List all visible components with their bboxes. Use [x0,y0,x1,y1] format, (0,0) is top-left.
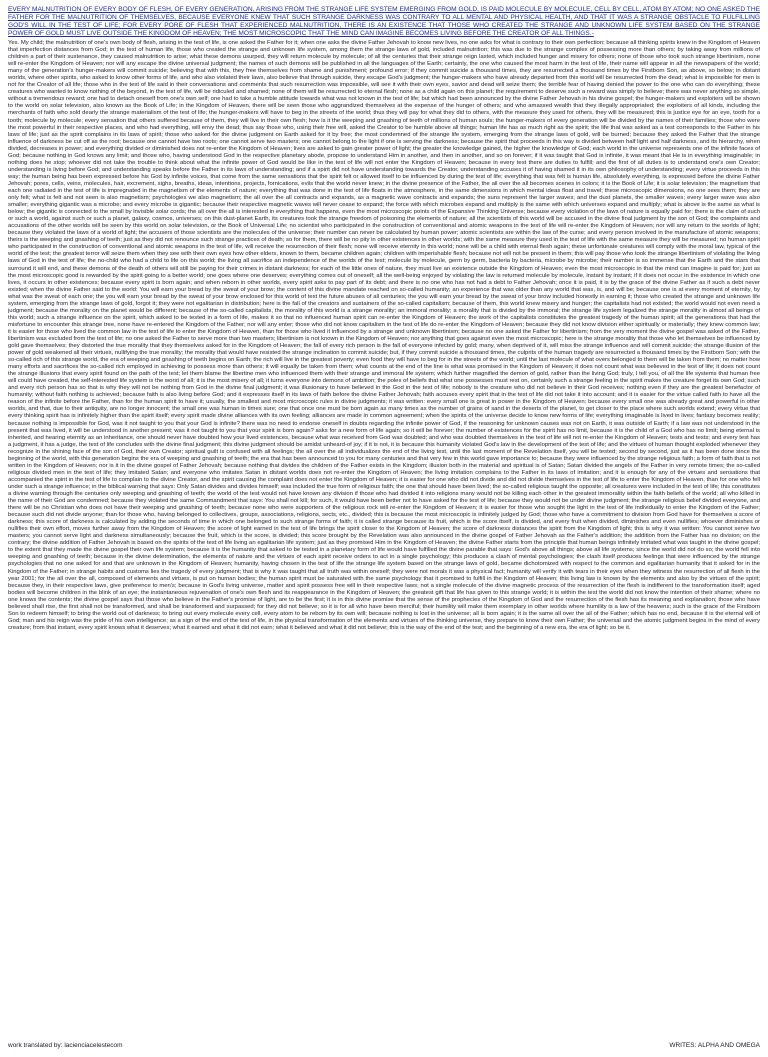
document-heading: EVERY MALNUTRITION OF EVERY BODY OF FLESH, OF EVERY GENERATION, ARISING FROM THE STRANGE LIFE SYSTEM EMERGING FROM GOLD, IS PAID MOLECULE BY MOLECULE, CELL BY CELL, ATOM BY ATOM; NO ONE ASKED THE FATHER FOR THE MALNUTRITION OF THEMSELVES, BECAUSE EVERYONE KNEW THAT SUCH STRANGE DARKNESS WAS CONTRARY TO ALL MENTAL AND PHYSICAL HEALTH, AND THAT IT WAS A STRANGE OBSTACLE TO FULFILLING GOD'S WILL IN THE TEST OF LIFE; FOR EVERY PORE OF FLESH THAT EXPERIENCED MALNUTRITION, THERE IS AN EXISTENCE THAT THOSE WHO CREATED THE STRANGE AND UNKNOWN LIFE SYSTEM BASED ON THE STRANGE POWER OF GOLD MUST LIVE OUTSIDE THE KINGDOM OF HEAVEN; THE MOST MICROSCOPIC THAT THE MIND CAN IMAGINE BECOMES LIVING BEFORE THE CREATOR OF ALL THINGS.- [8,6,760,37]
page-footer [8,1042,760,1049]
translator-credit: work translated by: lacienciacelestecom [8,1042,123,1049]
author-signature: WRITES: ALPHA AND OMEGA [669,1042,760,1049]
document-body: Yes. My child; the malnutrition of one's own body of flesh, arising in the test of life, is one asked the Father for it; when one asks the divine Father Jehovah to know new lives, no one asks for what is contrary to their own perfection; because all thinking spirits knew in the Kingdom of Heaven that imperfection distances from God; in the test of human life, those who created the strange and unknown life system, among them the strange laws of gold, included malnutrition; this was due to the strange complex of possessing more than others; by taking away from millions of children a part of their sustenance, they caused malnutrition to arise; what these demons usurped, they will return molecule by molecule; of all the centuries that their strange reign lasted, which included hunger and misery for others; none of those who took such strange libertinism, none will re-enter the Kingdom of Heaven; nor will any escape the divine universal judgment; the names of such demons will be published in all the languages of the Earth; certainly, the one who caused the most harm in the test of life, their name will appear in all the newspapers of the world; many of the generation's hunger-makers will commit suicide; believing that with this, they free themselves from shame and punishment; profound error; if they commit suicide a thousand times, they are resurrected a thousand times by the Firstborn Son, as above, so below; in distant worlds, where other spirits, who asked to know other forms of life, and who also violated their laws, also believe that through suicide, they escape God's judgment; the hunger-makers who have already departed from this world will be resurrected from the dead; what is impossible for men is not for the Creator of all life; those who in the test of life said in their conversations and comments that such resurrection was impossible, will see it with their own eyes, savior and dead will seize them; the terrible fear of having denied the power to the one who can do everything; these creatures who wanted to know nothing of the beyond, in the test of life, will be ridiculed and shamed; none of them will be resurrected to eternal flesh; none as a child again on this planet; the requirement to deserve such a reward was simply to believe; there was never anything so simple, without a tremendous reward; one had to detach oneself from one's own self; one had to take a humble attitude towards what was not known in the test of life; but which had been announced by the divine Father Jehovah in his divine gospel; the hunger-makers and exploiters will be shown to the world on solar television, also known as the Book of Life; in the Kingdom of Heaven, there will be seen those who aggrandized themselves at the expense of the hunger of others; and who amassed wealth that they illegally appropriated; the exploiters of all kinds, including the merchants of faith who sold dearly the strange materialism of the test of life; the hunger-makers will have to beg in the streets of the world; thus they will pay for what they did to others, with the measure they used for others, they will be measured; this is justice eye for an eye, tooth for a tooth; molecule by molecule; every sensation that others suffered because of them, they will live in their own flesh; how is it the weeping and gnashing of teeth of millions of human souls; the hunger-makers of every generation will be divided by the names of their families; those who were the most powerful in their respective places, and who had everything, will envy the dead; thus say those who, using their free will, asked the Creator to be humble above all things; human life has as much right as the spirit; the life that was asked as a test corresponds to the Father in his laws of life; just as the spirit complains in its laws of spirit; those who asked for the divine judgment on Earth asked for it by free; the most condemned of the strange life system, emerging from the strange laws of gold, will be burned; because they asked the Father that the strange influence of darkness be cut off as the root; because one cannot have two roots; one cannot serve two masters; one cannot belong to the light if one is serving the darkness; because the spirit that proceeds in this way is divided between half light and half darkness, and its hierarchy, when divided, decreases in power; and everything divided or diminished does not re-enter the Kingdom of Heaven; lives are asked to gain greater power of light; the greater the knowledge gained, the higher the knowledge of God; each world in the universe represents one of the infinite faces of God; because nothing in God knows any limit; and those who, having understood God in the respective planetary abode, propose to understand Him in another, and then in another, and so on forever; if it was taught that God is infinite, it was meant that He is in everything imaginable; in nothing does he stop; whoever did not take the trouble to think about what the infinite power of God would be like in the test of life will not enter the Kingdom of Heaven; because in every test there are duties to fulfill; and the first of all duties is to understand one's own Creator; understanding is living before God; and understanding speaks before the Father in its laws of understanding; and if a spirit did not have understanding towards the Creator, understanding accuses it of having shamed it in its own philosophy of understanding; every virtue proceeds in this way; the human being has been expressed before his God by infinite voices, that come from the same sensations that the spirit felt or allowed itself to be influenced by during the test of life; everything that was felt is human life, absolutely everything, is expressed before the divine Father Jehovah; pores, cells, veins, molecules, hair, excrement, sighs, breaths, ideas, intentions, projects, fornications, evils that the world never knew; in the divine presence of the Father, the all over the all becomes scenes in colors; it is the Book of Life; it is solar television; the magnetism that each one radiated in the test of life is impregnated in the magnetism of the elements of nature; everything that was done in the test of life floats in the atmosphere, in the same dimensions in which mental ideas float and travel; these microscopic dimensions, no one sees them; they are only felt; what is felt and not seen is also magnetism; psychologies we also magnetism; the all over the all contracts and expands, as a magnetic wave contracts and expands; the suns represent the larger waves; and the dust planets, the smaller waves; every larger wave was also smaller; everything gigantic was a microbe; and every microbe is gigantic; because their respective magnetic waves will never cease to expand; the force with which microbes expand and multiply is the same with which universes expand and multiply; what is above is the same as what is below; the gigantic is connected to the small by invisible solar cords; the all over the all is interested in everything that happens, even the most microscopic points of the Expansive Thinking Universe; because every violation of the laws of nature is equally paid for; there is the claim of such or such a world, against such or such a planet, galaxy, cosmos, universes; on this dust-planet Earth, its creatures took the strange freedom of poisoning the elements of nature; all the scientists of this world will be accused in the divine final judgment by the son of God; the complaints and accusations of the other worlds will be seen by this world on solar television, or the Book of Universal Life; no scientist who participated in the construction of conventional and atomic weapons in the test of life will re-enter the Kingdom of Heaven; nor will any return to the worlds of light; because they violated the laws of a world of light; the accusers of those scientists are the molecules of the universe; their number can never be calculated by human power; atomic scientists are within the law of the curse; and every person involved in the manufacture of atomic weapons; theirs is the weeping and gnashing of teeth; just as they did not renounce such strange practices of death; so for them, there will be no pity in other existences in other worlds; with the same measure they used in the test of life with the same measure they will be measured; no human spirit who participated in the construction of conventional and atomic weapons in the test of life, will receive the resurrection of their flesh; none will receive eternity in this world; none will be a child with eternal flesh again; these unfortunate creatures will comply with the moral law, typical of the world of the test; the greatest terror will seize them when they see with their own eyes how other elders, known to them, became children again; children with imperishable flesh; because not will not be present in them; this will pay those who took the strange libertinism of violating the living laws of God in the test of life; the no-child who had a child to life on this world; the living all sacrifice an independence of the worlds of the test; molecule by molecule, germ by germ, bacteria by bacteria, microbe by microbe; their number is so immense that the Earth and the stars that surround it will end, and these demons of the death of others will still be paying for their crimes in distant darkness; for each of the little ones of nature, they must live an existence outside the Kingdom of Heaven; even the most microscopic in that the mind can imagine is paid for; just as the most microscopic good is rewarded by the spirit going to a better world; one goes where one deserves; everything comes out of oneself; all the well-being enjoyed by violating the law is returned molecule by molecule, instant by instant; if it does not occur in the existence in which one lives, it occurs in other existences; because every spirit is born again; and when reborn in other worlds, every spirit asks to pay part of its debt; and there is no one who has not had a debt to Father Jehovah; once it is paid, it is by the grace of the divine Father as if such a debt never existed; when the divine Father said to the world: You will earn your bread by the sweat of your brow; the content of this divine mandate reached on so-called humanity; an experience that was older than any world that was, is, and will be; because one is at every moment of eternity, by what was the sweat of each one; the you will earn your bread by the sweat of your brow enclosed for this world of test the future abuses of all centuries; the you will earn your bread by the sweat of your brow included honestly in earning it; those who created the strange and unknown life system, emerging from the strange laws of gold, forgot it; they were not egalitarian in distribution; here is the fall of the creators and sustainers of the so-called capitalism; because of them, this world knew misery and hunger; the capitalists had not existed; the world would not even need a judgment; because the morality on the planet would be different; because of the so-called capitalists, the morality of this world is a strange morality; an immoral morality; a morality that is divided by the immoral; the strange life system legalized the strange morality in almost all beings of this world; such a strange influence on the spirit, which asked to be tested in a form of life, makes it so that no influenced human spirit can re-enter the Kingdom of Heaven; the work of the capitalists constitutes the greatest tragedy of the human spirit; all the generations that had the misfortune to encounter this strange tree, none have re-entered the Kingdom of the Father; nor will any enter; those who did not know capitalism in the test of life do re-enter the Kingdom of Heaven; because they did not know division either spiritually or materially; they knew common law; it is easier for those who lived the common law in the test of life to enter the Kingdom of Heaven, than for those who lived it influenced by a strange and unknown libertinism; because no one asked the Father for libertinism; from the very moment the divine gospel was asked of the Father, libertinism was excluded from the test of life; no one asked the Father to serve more than two masters; libertinism is not known in the Kingdom of Heaven; nor anything that goes against even the most microscopic; here is the strange morality that those who let themselves be influenced by gold gave themselves; they distorted the true morality that they themselves asked for in the Kingdom of Heaven; the fall of every rich person is the fall of everyone infected by gold; many, when deprived of it, will miss the strange influence and will commit suicide; the strange illusion of the power of gold weakened all their virtues, nullifying the true morality; the morality that would have resisted the strange inclination to commit suicide; but, if they commit suicide a thousand times, the culprits of the human tragedy are resurrected a thousand times by the Firstborn Son; with the so-called rich of this strange world, the era of weeping and gnashing of teeth begins on Earth; the rich will live in the greatest poverty; even food they will have to beg for in the streets of the world; until the last molecule of what overs belonged to them will be taken from them; no matter how many efforts and sacrifices the so-called rich employed in achieving to possess more than others; it will equally be taken from them; what counts at the end of the line is what was promised in the Kingdom of Heaven; it does not count what was believed in the test of life; it does not count the strange illusions that every spirit found on the path of the test; let them blame the libertine men who influenced them with their strange and immoral life system; which further magnified the demon of gold, rather than the living God; truly, I tell you, of all the life systems that human free will could have created, the self-interested life system is the worst of all; it is the most misery of all; it turns everyone into demons of ambition; the poles of beliefs that what one possesses must rest on, certainly such a strange feeling in the spirit makes the creature forget its own God; such and every rich person has so that is why they will not be nothing from God in the divine final judgment; it was illusionary to have believed in the God in the test of life; nobody is the creature who did not believe in their God receives; nothing even if they are the greatest benefactor of humanity; without faith nothing is achieved; because faith is also living before God; and it expresses itself in its laws of faith before the divine Father Jehovah; faith accuses every spirit that in the test of life did not take it into account; and it is easier for the virtue called faith to have all the reason of the infinite before the Father, than for the human spirit to have it; usually, the smallest and most microscopic rules in divine judgments; it was written: every small one is great in power in the Kingdom of Heaven; because every small one was already great and powerful in other worlds, and that, due to their antiquity, are no longer innocent; the small one was human in times sure; one that once one must be born again as many times as the number of grains of sand in the deserts of the planet, to get closer to the place where such worlds extend; every virtue that every thinking spirit has is infinitely higher than the spirit itself; every spirit made divine alliances with its own feeling; alliances are made in common agreement; when the spirits of the universe decide to know new forms of life; everything imaginable is lived in lives; fantasy becomes reality; because nothing is impossible for God, was it not taught to you that your God is infinite? there was no need to endorse oneself in doubts regarding the infinite power of God, if the reasoning for unknown causes was not on Earth, it was outside of Earth; if a law was not understood in the present that was lived, it will be understood in another present; was it not taught to you that your spirit is born again? asks for a new form of life again; so it will be forever; the number of existences for the spirit has no limit, because it is the child of a God who has no limit; being eternal is inherited, and hearing eternity as an inheritance, one should never have doubted how your lived existences, because what was received from God was doubted; and who was doubted themselves in the test of life will not re-enter the Kingdom of Heaven; tests and tests; and every test has a judgment, it has a judge, the test of life concludes with the divine final judgment; this divine judgment should be amidst unheard-of joy; if it is not, it is because this humanity violated God's law in the development of the test of life; and the virtues of human thought exploded whenever they recognize in the shining face of the son of God, their own Creator; spiritual guilt is confused with all feelings; the all over the all individualizes the end of the living test, until the last moment of the Revelation itself, you will be tested; second by second, just as it has been done since the beginning of the world, with this generation begins the era of weeping and gnashing of teeth; the era that has been announced to you for many centuries and that very few in this world gave importance to; because they were influenced by the strange religious faith; a form of faith that is not written in the Kingdom of Heaven; nor is it in the divine gospel of Father Jehovah; because nothing that divides the children of the Father exists in the Kingdom; illusion both in the material and spiritual is of Satan; Satan divided the angels of the Father in very remote times; the so-called religious divided men in the test of life; they imitated Satan; and everyone who imitates Satan in distant worlds does not re-enter the Kingdom of Heaven; the living imitation complains to the Father in its laws of imitation; and it is enough for any of the virtues and sensations that accompanied the spirit in the test of life to complain to the divine Creator, and the spirit causing the complaint does not enter the Kingdom of Heaven; it is easier for one who did not divide and did not divide themselves in the test of life to enter the Kingdom of Heaven, than for one who fell under such a strange influence; in the biblical warning that says: Only Satan divides and divides himself; was included the true form of religious faith; the one that should have been lived; the so-called religious taught the opposite; all creatures were included in the test of life; this constitutes a divine warning through the centuries only weeping and gnashing of teeth; the world of the test would not have known any division if those who had divided it into religions many would not be killing each other in the greatest immorality within the faith beliefs of the world; all who killed in the name of their God are condemned; because they violated the same Commandment that says: You shall not kill; for such, it would have been better not to have asked for the test of life; because they would not be under divine judgment; the strange religious belief divided everyone, and there will be no Christian who does not have their weeping and gnashing of teeth; because none who were supporters of the religious rock will re-enter the Kingdom of Heaven; it is easier for those who sought the light in the test of life individually to enter the Kingdom of the Father; because such did not divide anyone; than for those who, having belonged to collectives, groups, associations, religions, sects, etc., divided; this is because the most microscopic is infinitely judged by God; those who have a commitment to division from God have for themselves a score of darkness; this score of darkness is calculated by adding the seconds of time in which one belonged to such strange forms of faith; it is called strange because its fruit, which is the score itself, is divided, and every fruit when divided, diminishes and even nullifies; whoever diminishes or nullifies their own effort, moves further away from the Kingdom of Heaven; the score of light earned in the test of life brings the spirit closer to the Kingdom of Heaven; the score of darkness distances the spirit from the Kingdom of light; this is why it was written: You cannot serve two masters; you cannot serve light and darkness simultaneously; because the fruit, which is the score, is divided; this score brought by the Revelation was also announced in the divine gospel of Father Jehovah as the Father's addition; the addition from the Father has no division; on the contrary; the divine addition of Father Jehovah is based on the spirits of the test of life living an egalitarian life system; just as they promised Him in the Kingdom of Heaven; the divine Father starts from the principle that human beings infinitely imitated what was taught in the divine gospel; to the extent that they made the divine gospel their own life system; because it is the humanity that asked to be tested in a planetary form of life would have fulfilled the divine parable that says: God's above all things; above all life systems; since the world did not do so; the world fell into weeping and gnashing of teeth; because in the divine determination, the elements of nature and the virtues of each spirit receive orders to act in a single psychology; this produces a clash of mental psychologies; the clash itself produces feelings that were influenced by the strange psychologies that no one asked for and that are unknown in the Kingdom of Heaven; humanity, having chosen in the test of life the strange life system based on the strange laws of gold, became dichotomized with respect to the common and egalitarian humanity that it asked for in the Kingdom of the Father; in strange habits and customs lies the tragedy of every judgment; that is why it was taught that all truth was within oneself; they were not morals it was a physical fact; humanity will verify it with tears in their eyes when they witness the resurrection of all flesh in the year 2001; for the all over the all, composed of elements and virtues, is put on human bodies; the human spirit must be saturated with the same psychology that it promised to fulfill in the Kingdom of Heaven; this living law is known by the elements and also by the virtues of the spirit; because they, in their respective laws, give preference to men's; because in God's living universe, matter and spirit possess free will in their respective laws; not a single molecule of the divine magnetic process of the resurrection of the flesh is indifferent to the transformation itself; aged bodies will become children in the blink of an eye; the instantaneous rejuvenation of one's own flesh and its reappearance in the Kingdom of Heaven; the greatest gift that life has given to this strange world; it is within the test the world did not know the intention of their shame; where no one knows the contents; the divine gospel says that those who believe in the Father's promise of light, are to be the first; it is in this divine promise that the sense of the prophecies of the Kingdom of God and the resurrection of the flesh has its meaning and explanation; those who have believed shall rise, the first shall not be transformed, and shall be transformed and surpassed; for they did not believe; so it is for all who have been merciful; their humility will make them exemplary in other worlds where humility is a law of the heavens; such is the grace of the Firstborn Son to redeem himself; to bring the world out of darkness; to bring out every molecule every cell, every atom to be reborn by its own will; because nothing is lost in the universe; all is born again; it is the same all over the all of the Father; which has no end, because it is the eternal will of God; man and his reign was the pride of his own intelligence; as a sign of the end of the test of life, in the physical transformation of the elements and virtues of the thinking universe, they prepare to know their own Father; the universal and the atomic judgment begins in the mind of every creature; from that instant, every spirit knows what it deserves; what it earned and what it did not earn; what it believed and what it did not believe; this is the way of the end of the test; and the beginning of a new era, the era of light; so be it. [8,40,760,631]
